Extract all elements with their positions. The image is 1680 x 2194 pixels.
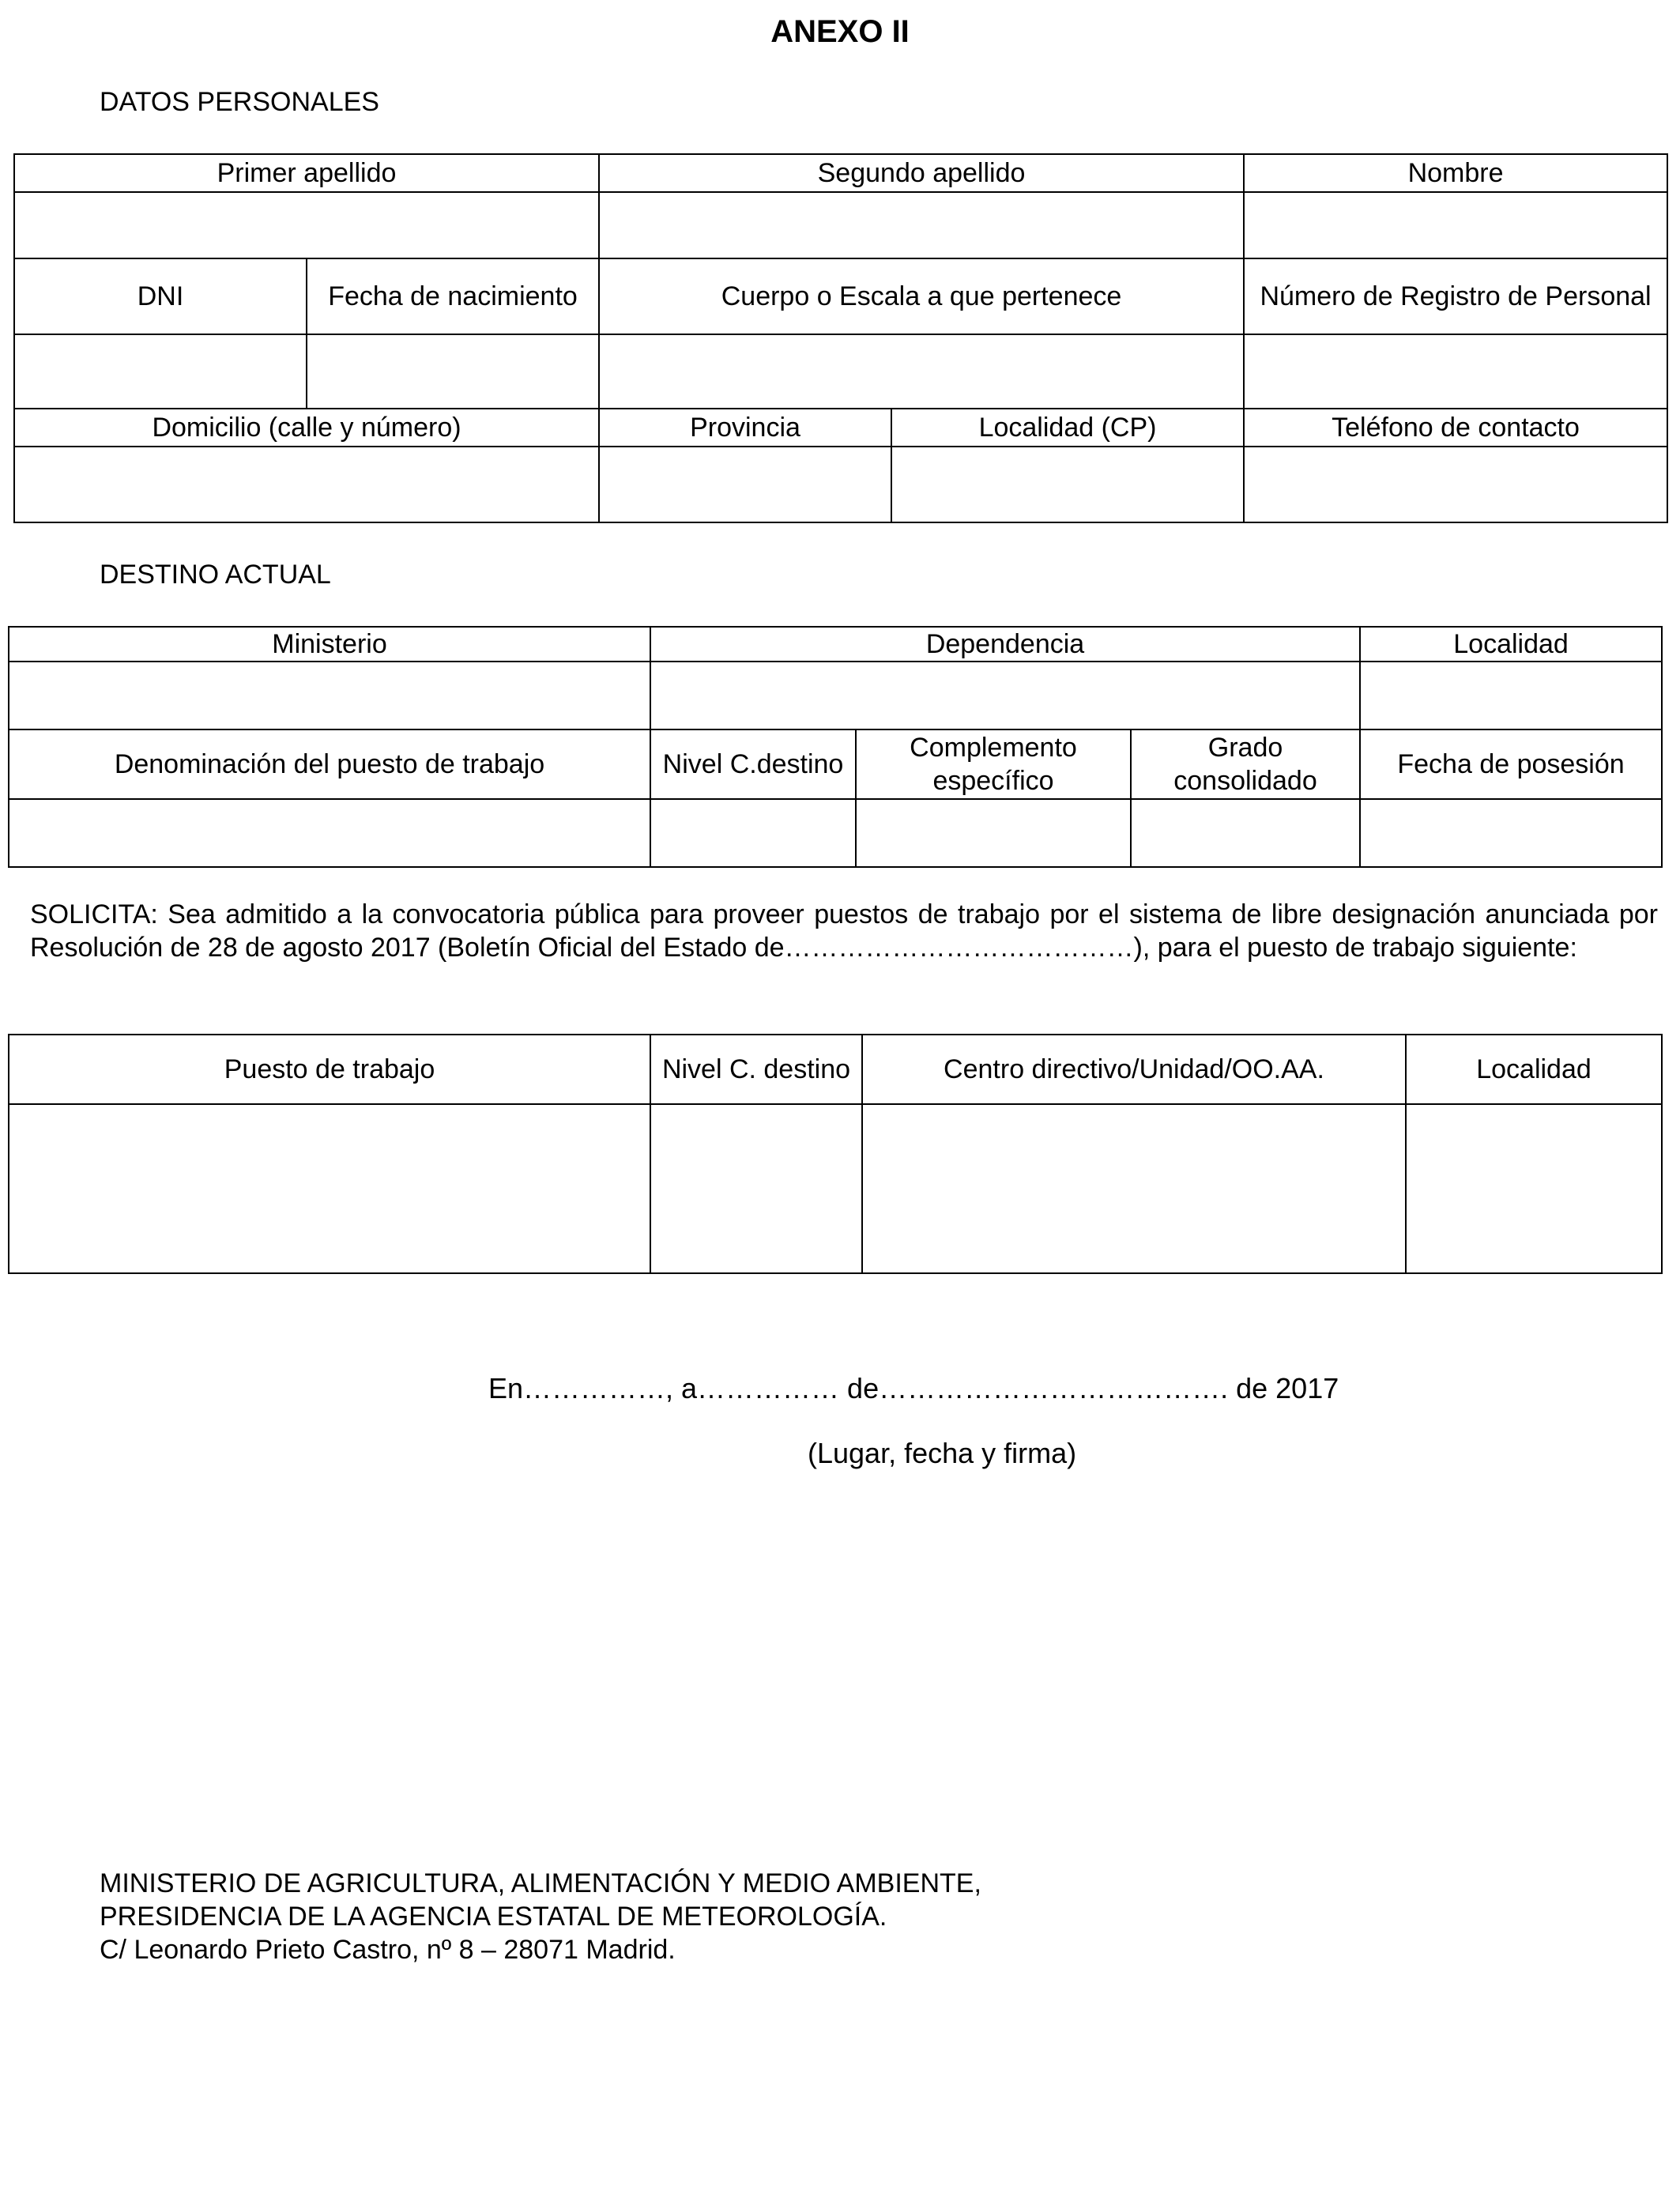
field-denominacion-puesto[interactable] <box>9 799 650 867</box>
page-title: ANEXO II <box>770 14 910 49</box>
field-grado-consolidado[interactable] <box>1131 799 1360 867</box>
header-denominacion-puesto: Denominación del puesto de trabajo <box>9 729 650 799</box>
header-puesto-localidad: Localidad <box>1406 1035 1662 1104</box>
field-provincia[interactable] <box>599 447 891 522</box>
field-nivel-c-destino[interactable] <box>650 1104 862 1273</box>
field-nivel-cdestino[interactable] <box>650 799 856 867</box>
field-puesto-trabajo[interactable] <box>9 1104 650 1273</box>
field-domicilio[interactable] <box>14 447 599 522</box>
header-ministerio: Ministerio <box>9 627 650 662</box>
header-primer-apellido: Primer apellido <box>14 154 599 192</box>
field-primer-apellido[interactable] <box>14 192 599 258</box>
header-localidad-cp: Localidad (CP) <box>891 409 1244 447</box>
field-puesto-localidad[interactable] <box>1406 1104 1662 1273</box>
footer-line-direccion: C/ Leonardo Prieto Castro, nº 8 – 28071 Madrid. <box>100 1935 676 1965</box>
header-provincia: Provincia <box>599 409 891 447</box>
datos-personales-table <box>13 153 1668 523</box>
puesto-table <box>8 1034 1663 1274</box>
header-nivel-c-destino: Nivel C. destino <box>650 1035 862 1104</box>
field-dependencia[interactable] <box>650 662 1360 729</box>
field-fecha-posesion[interactable] <box>1360 799 1662 867</box>
header-domicilio: Domicilio (calle y número) <box>14 409 599 447</box>
field-centro-directivo[interactable] <box>862 1104 1406 1273</box>
field-segundo-apellido[interactable] <box>599 192 1244 258</box>
header-puesto-trabajo: Puesto de trabajo <box>9 1035 650 1104</box>
field-telefono[interactable] <box>1244 447 1667 522</box>
header-nivel-cdestino: Nivel C.destino <box>650 729 856 799</box>
field-fecha-nacimiento[interactable] <box>307 334 599 409</box>
field-complemento-especifico[interactable] <box>856 799 1131 867</box>
field-numero-registro[interactable] <box>1244 334 1667 409</box>
signature-label: (Lugar, fecha y firma) <box>808 1437 1077 1469</box>
solicita-paragraph: SOLICITA: Sea admitido a la convocatoria pública para proveer puestos de trabajo por el sistema de libre designación anunciada por Resolución de 28 de agosto 2017 (Boletín Oficial del Estado de…………………………………), para el puesto de trabajo siguiente: <box>30 899 1658 963</box>
header-complemento-especifico: Complemento específico <box>856 729 1131 799</box>
field-nombre[interactable] <box>1244 192 1667 258</box>
header-fecha-posesion: Fecha de posesión <box>1360 729 1662 799</box>
header-dependencia: Dependencia <box>650 627 1360 662</box>
footer-address <box>100 1867 981 1966</box>
header-fecha-nacimiento: Fecha de nacimiento <box>307 258 599 334</box>
datos-personales-heading: DATOS PERSONALES <box>100 87 379 117</box>
header-segundo-apellido: Segundo apellido <box>599 154 1244 192</box>
footer-line-presidencia: PRESIDENCIA DE LA AGENCIA ESTATAL DE METEOROLOGÍA. <box>100 1902 887 1932</box>
field-localidad[interactable] <box>1360 662 1662 729</box>
header-grado-consolidado: Grado consolidado <box>1131 729 1360 799</box>
header-localidad: Localidad <box>1360 627 1662 662</box>
header-telefono: Teléfono de contacto <box>1244 409 1667 447</box>
header-dni: DNI <box>14 258 307 334</box>
date-line: En……………, a…………… de………………………………. de 2017 <box>488 1372 1339 1404</box>
header-cuerpo-escala: Cuerpo o Escala a que pertenece <box>599 258 1244 334</box>
field-localidad-cp[interactable] <box>891 447 1244 522</box>
field-cuerpo-escala[interactable] <box>599 334 1244 409</box>
header-nombre: Nombre <box>1244 154 1667 192</box>
header-numero-registro: Número de Registro de Personal <box>1244 258 1667 334</box>
footer-line-ministerio: MINISTERIO DE AGRICULTURA, ALIMENTACIÓN Y MEDIO AMBIENTE, <box>100 1868 981 1898</box>
header-centro-directivo: Centro directivo/Unidad/OO.AA. <box>862 1035 1406 1104</box>
destino-actual-table <box>8 626 1663 868</box>
field-dni[interactable] <box>14 334 307 409</box>
field-ministerio[interactable] <box>9 662 650 729</box>
destino-actual-heading: DESTINO ACTUAL <box>100 560 331 590</box>
